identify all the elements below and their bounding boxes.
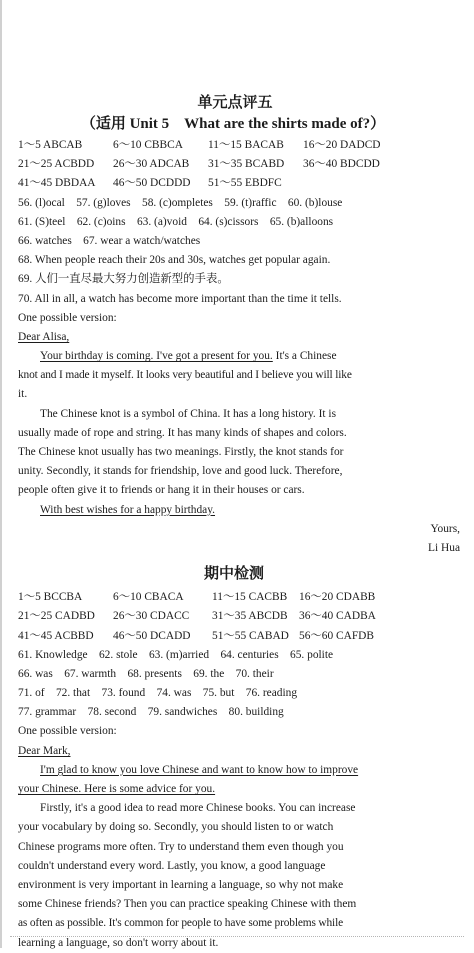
paragraph-line: environment is very important in learning a language, so why not make [18,878,344,891]
paragraph-line: it. [18,388,28,401]
midterm-title: 期中检测 [203,564,264,583]
answer-group: 1～5 ABCAB [18,139,83,151]
answer-line: 61. (S)teel 62. (c)oins 63. (a)void 64. (s)cissors 65. (b)alloons [18,215,334,228]
answer-line: 61. Knowledge 62. stole 63. (m)arried 64. centuries 65. polite [18,648,334,661]
letter-paragraph-2 [18,799,464,953]
underlined-sentence: I'm glad to know you love Chinese and want to know how to improve [40,763,359,776]
paragraph-line: Firstly, it's a good idea to read more Chinese books. You can increase [40,802,356,815]
answer-group: 11～15 CACBB [212,591,288,604]
answer-group: 46～50 DCADD [113,629,191,642]
answer-group: 21～25 ACBDD [18,158,95,171]
version-label: One possible version: [18,725,117,738]
answer-line: 66. was 67. warmth 68. presents 69. the 70. their [18,667,274,680]
underlined-sentence: your Chinese. Here is some advice for you. [18,783,216,795]
answer-group: 36～40 CADBA [299,610,376,623]
paragraph-line: The Chinese knot usually has two meanings. Firstly, the knot stands for [18,446,344,458]
letter-greeting [18,742,464,761]
underlined-sentence: Your birthday is coming. I've got a present for you. [40,350,273,363]
paragraph-line: couldn't understand every word. Lastly, you know, a good language [18,859,326,872]
answer-group: 1～5 BCCBA [18,591,83,604]
paragraph-line: knot and I made it myself. It looks very beautiful and I believe you will like [18,369,352,382]
letter-signature: Li Hua [428,541,460,554]
answer-line: 68. When people reach their 20s and 30s, watches get popular again. [18,254,331,267]
answer-group: 31～35 ABCDB [212,610,288,623]
answer-page [18,92,464,953]
answer-group: 26～30 CDACC [113,610,190,623]
answer-group: 56～60 CAFDB [299,629,375,642]
unit5-fill-answers [18,194,464,309]
answer-group: 51～55 EBDFC [208,177,282,190]
answer-line: 69. 人们一直尽最大努力创造新型的手表。 [18,273,229,286]
paragraph-line [18,347,464,366]
answer-row [18,155,464,174]
answer-group: 6～10 CBBCA [113,139,183,151]
paragraph-line: people often give it to friends or hang it in their houses or cars. [18,484,305,497]
letter-greeting [18,328,464,347]
greeting-text: Dear Alisa, [18,330,70,343]
midterm-multiple-choice [18,588,464,646]
answer-line: 71. of 72. that 73. found 74. was 75. but 76. reading [18,687,298,700]
midterm-fill-answers [18,646,464,723]
answer-group: 51～55 CABAD [212,629,289,642]
paragraph-line: learning a language, so don't worry about it. [18,936,219,949]
answer-group: 41～45 DBDAA [18,177,96,190]
paragraph-line [18,780,464,799]
answer-row [18,627,464,646]
paragraph-line: Chinese programs more often. Try to understand them even though you [18,840,344,853]
sentence-continuation: It's a Chinese [272,350,337,363]
answer-group: 6～10 CBACA [113,591,184,604]
answer-row [18,588,464,607]
paragraph-line: some Chinese friends? Then you can practice speaking Chinese with them [18,898,357,911]
answer-group: 36～40 BDCDD [303,158,380,171]
letter-paragraph-1 [18,761,464,799]
version-label: One possible version: [18,311,117,324]
greeting-text: Dear Mark, [18,744,71,757]
letter-wishes [18,501,464,520]
answer-group: 16～20 CDABB [299,591,376,604]
paragraph-line: unity. Secondly, it stands for friendship, love and good luck. Therefore, [18,465,343,478]
answer-group: 41～45 ACBBD [18,629,94,642]
answer-group: 31～35 BCABD [208,158,285,171]
answer-row [18,607,464,626]
answer-line: 77. grammar 78. second 79. sandwiches 80. building [18,706,284,719]
answer-row [18,174,464,193]
answer-group: 26～30 ADCAB [113,158,190,171]
answer-group: 11～15 BACAB [208,139,284,151]
answer-line: 66. watches 67. wear a watch/watches [18,234,201,247]
paragraph-line: usually made of rope and string. It has many kinds of shapes and colors. [18,426,347,439]
paragraph-line [18,761,464,780]
unit5-subtitle: （适用 Unit 5 What are the shirts made of?） [80,116,386,132]
answer-line: 56. (l)ocal 57. (g)loves 58. (c)ompletes 59. (t)raffic 60. (b)louse [18,196,343,209]
paragraph-line: your vocabulary by doing so. Secondly, you should listen to or watch [18,821,334,834]
answer-group: 46～50 DCDDD [113,177,191,190]
letter-paragraph-1 [18,347,464,405]
unit5-multiple-choice [18,136,464,194]
answer-group: 21～25 CADBD [18,610,95,623]
letter-closing: Yours, [430,522,460,535]
answer-group: 16～20 DADCD [303,139,381,151]
paragraph-line: as often as possible. It's common for people to have some problems while [18,917,343,930]
letter-paragraph-2 [18,405,464,501]
answer-line: 70. All in all, a watch has become more important than the time it tells. [18,292,342,305]
page-edge [0,0,2,948]
paragraph-line: The Chinese knot is a symbol of China. It has a long history. It is [40,407,337,420]
page-bottom-rule [10,936,464,937]
unit5-title: 单元点评五 [197,93,273,111]
wishes-text: With best wishes for a happy birthday. [40,503,216,516]
answer-row [18,136,464,155]
